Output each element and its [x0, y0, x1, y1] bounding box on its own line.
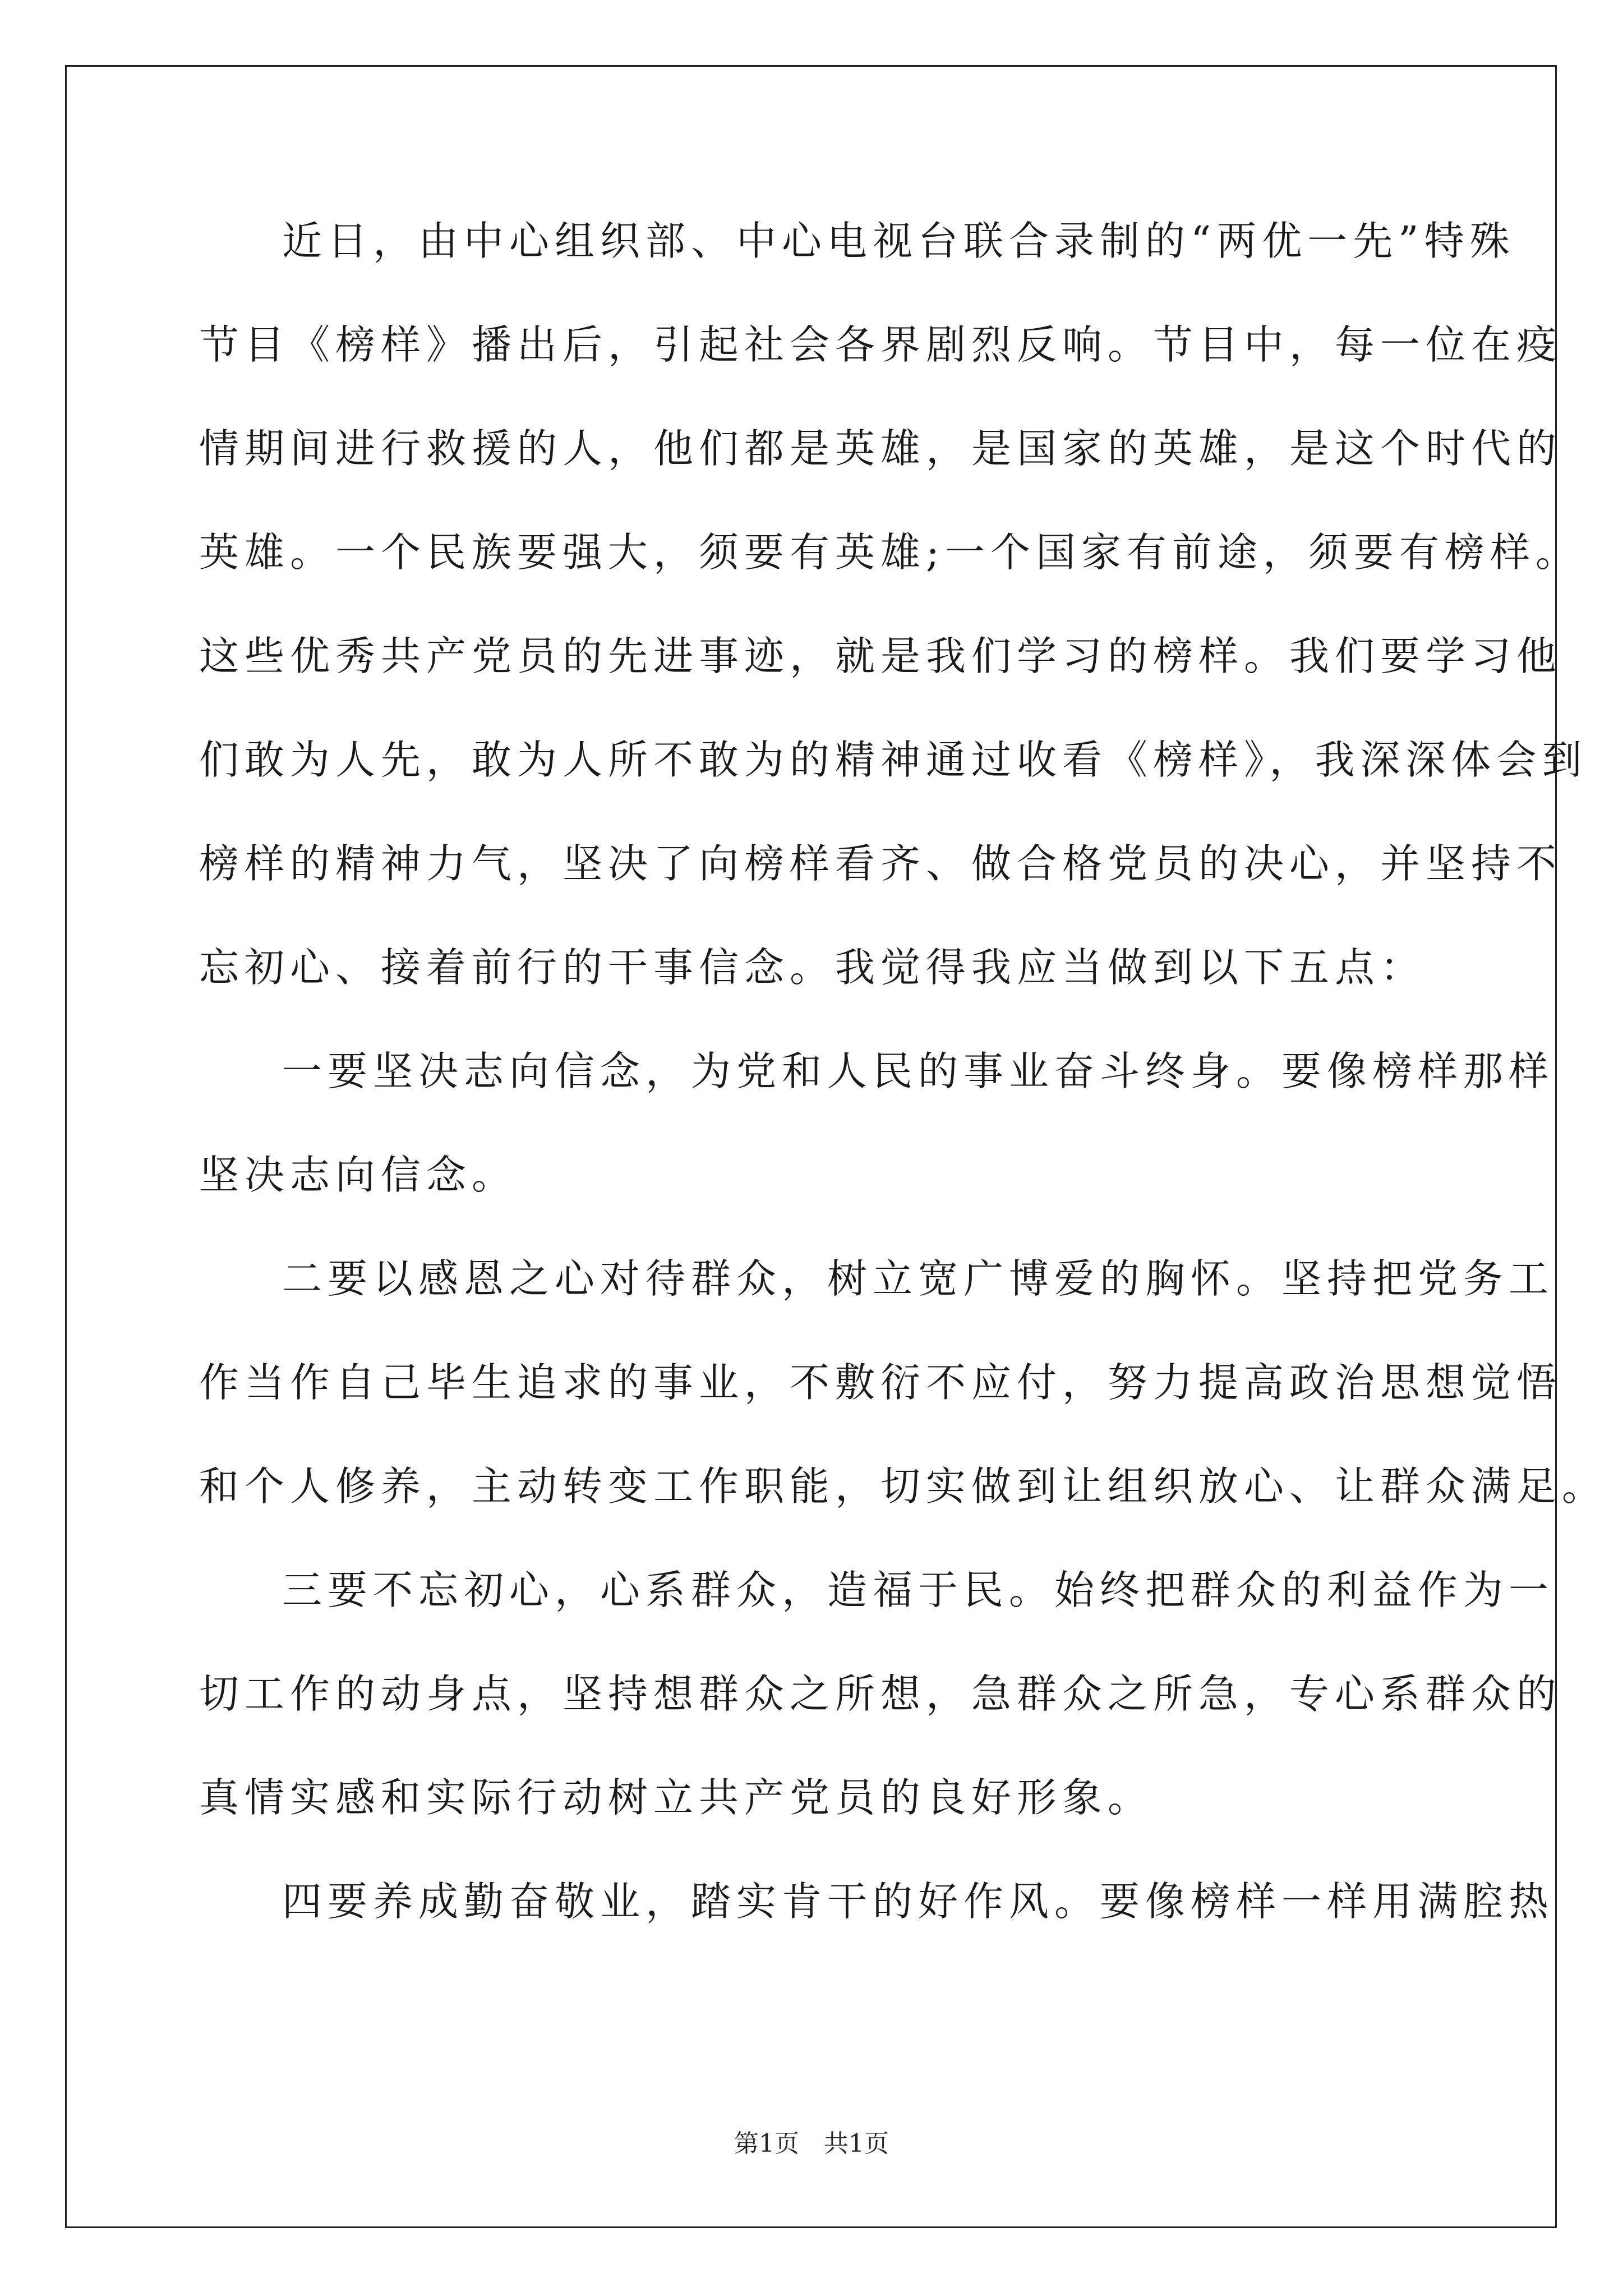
text-line: 榜样的精神力气，坚决了向榜样看齐、做合格党员的决心，并坚持不	[199, 840, 1562, 887]
text-line: 近日，由中心组织部、中心电视台联合录制的“两优一先”特殊	[282, 218, 1515, 264]
text-line: 切工作的动身点，坚持想群众之所想，急群众之所急，专心系群众的	[199, 1671, 1562, 1717]
text-line: 坚决志向信念。	[199, 1152, 518, 1198]
text-line: 一要坚决志向信念，为党和人民的事业奋斗终身。要像榜样那样	[282, 1048, 1555, 1094]
text-line: 忘初心、接着前行的干事信念。我觉得我应当做到以下五点：	[199, 944, 1426, 991]
text-line: 英雄。一个民族要强大，须要有英雄;一个国家有前途，须要有榜样。	[199, 529, 1581, 576]
text-line: 这些优秀共产党员的先进事迹，就是我们学习的榜样。我们要学习他	[199, 633, 1562, 679]
page-number-footer: 第1页 共1页	[734, 2129, 889, 2158]
text-line: 作当作自己毕生追求的事业，不敷衍不应付，努力提高政治思想觉悟	[199, 1359, 1562, 1406]
text-line: 二要以感恩之心对待群众，树立宽广博爱的胸怀。坚持把党务工	[282, 1255, 1555, 1302]
text-line: 三要不忘初心，心系群众，造福于民。始终把群众的利益作为一	[282, 1567, 1555, 1613]
text-line: 和个人修养，主动转变工作职能，切实做到让组织放心、让群众满足。	[199, 1463, 1608, 1510]
text-line: 四要养成勤奋敬业，踏实肯干的好作风。要像榜样一样用满腔热	[282, 1878, 1555, 1925]
text-line: 真情实感和实际行动树立共产党员的良好形象。	[199, 1774, 1154, 1821]
text-line: 们敢为人先，敢为人所不敢为的精神通过收看《榜样》，我深深体会到	[199, 737, 1588, 783]
text-line: 情期间进行救援的人，他们都是英雄，是国家的英雄，是这个时代的	[199, 425, 1562, 472]
text-line: 节目《榜样》播出后，引起社会各界剧烈反响。节目中，每一位在疫	[199, 321, 1562, 368]
